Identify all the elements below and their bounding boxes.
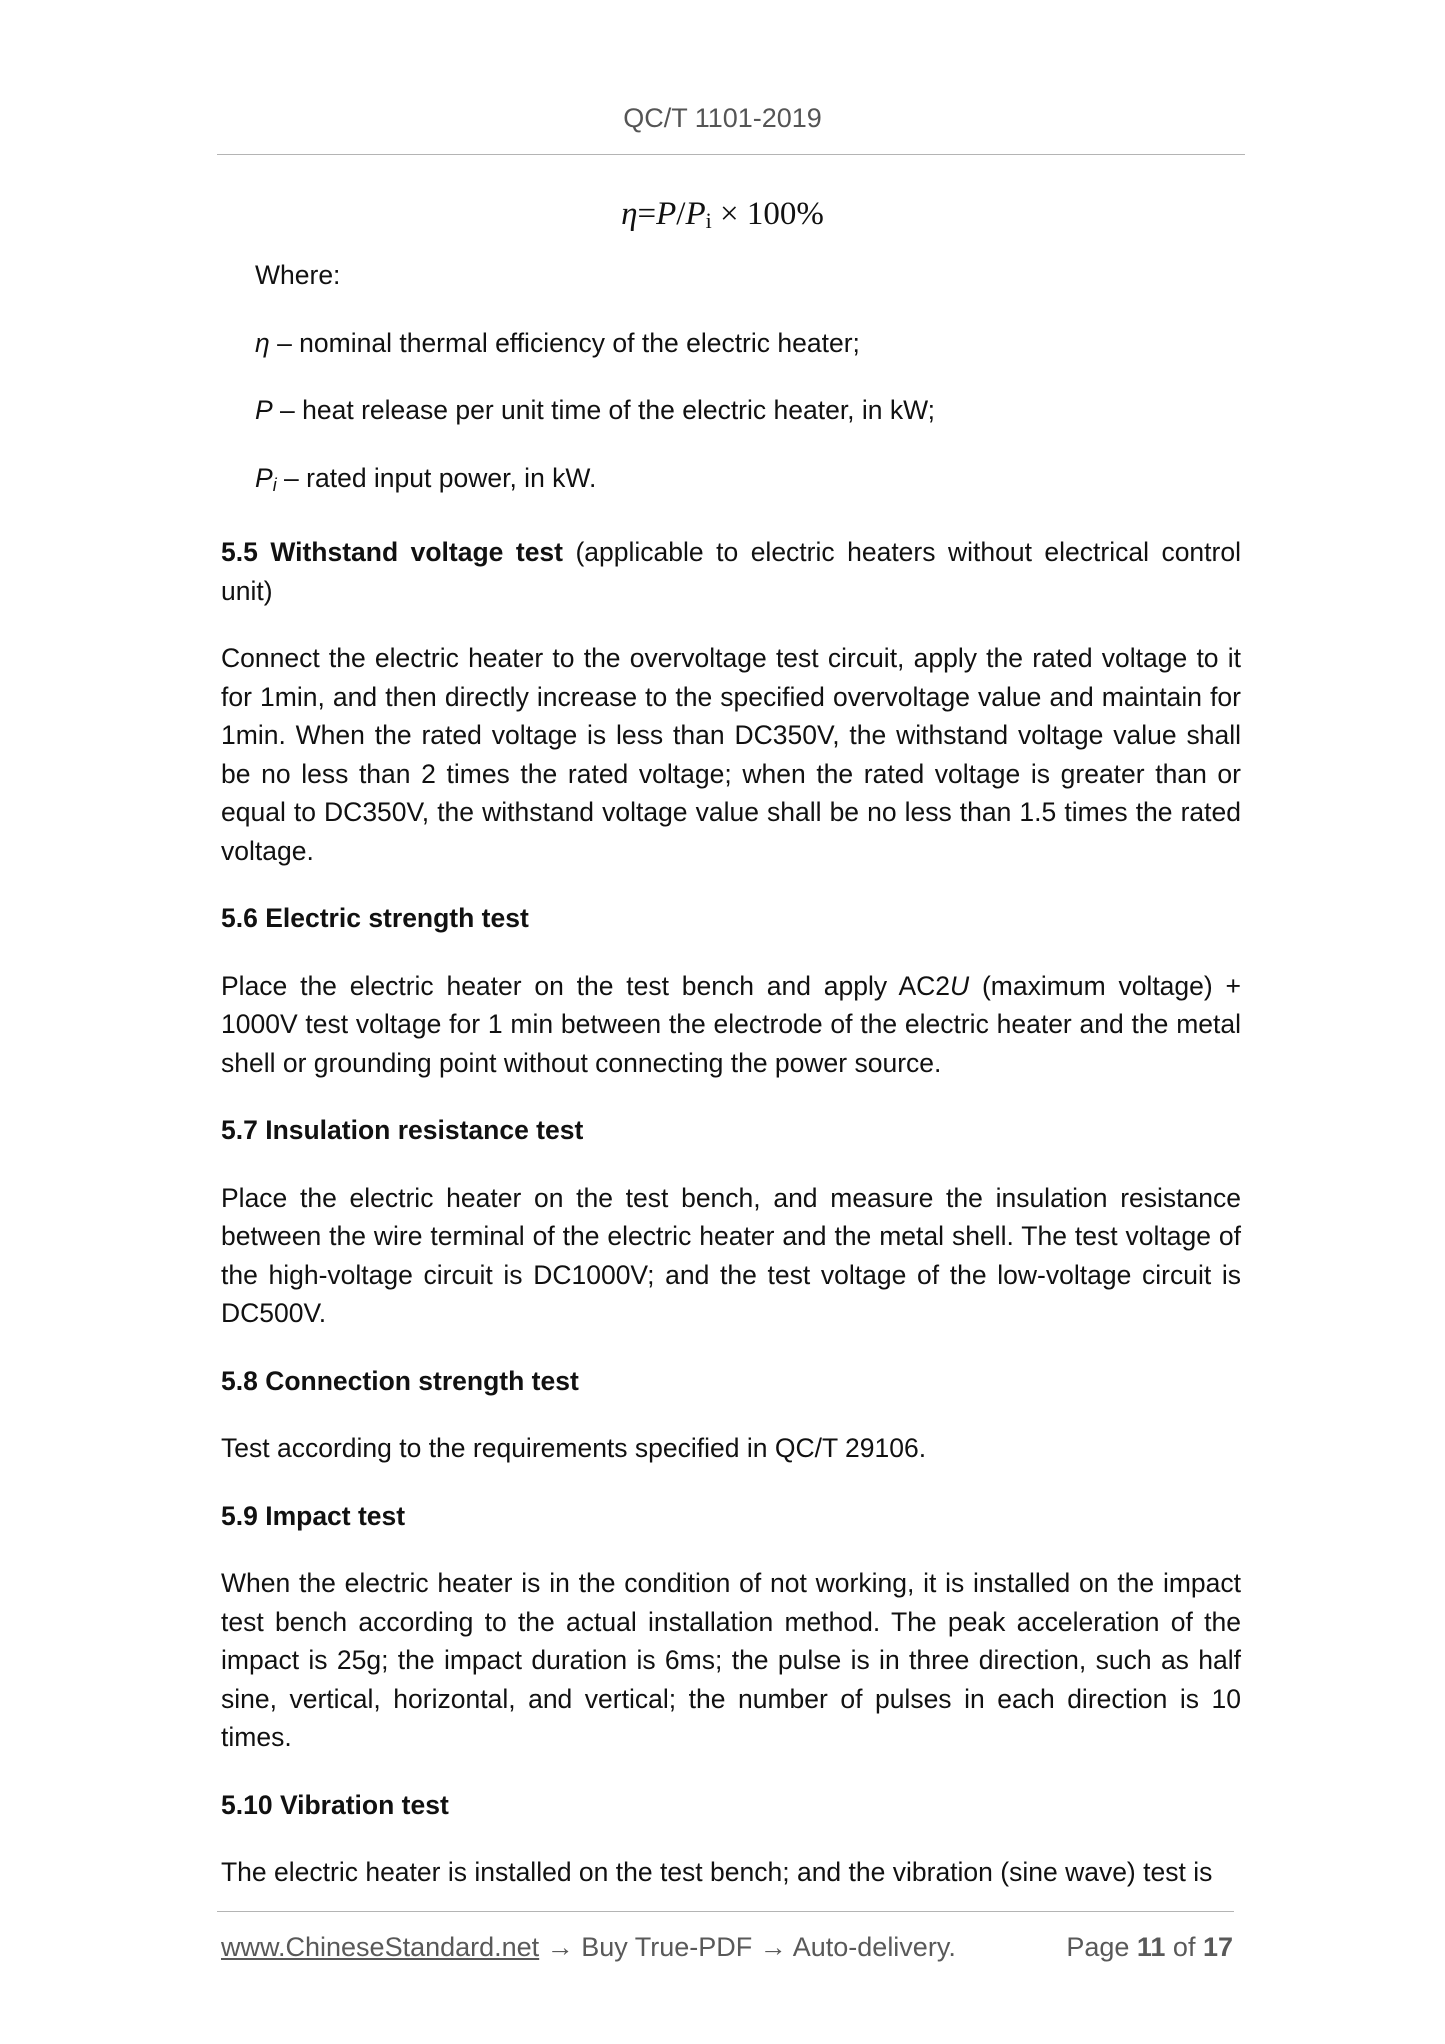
where-item-p [221,391,1241,430]
efficiency-formula [0,196,1445,234]
website-link[interactable]: www.ChineseStandard.net [221,1932,540,1962]
footer-tagline: → Buy True-PDF → Auto-delivery. [539,1932,956,1962]
section-5-6-body-part: (maximum voltage) + 1000V test voltage for 1 min between the electrode of the electric heater and the metal shell or grounding point without connecting the power source. [221,970,1241,1078]
section-5-10-title: 5.10 Vibration test [221,1789,449,1820]
of-label: of [1165,1932,1203,1962]
page-indicator [1066,1932,1233,1963]
where-definition: – rated input power, in kW. [276,462,597,493]
formula-pi-subscript: i [705,208,712,233]
where-definition: – heat release per unit time of the electric heater, in kW; [272,395,936,425]
section-5-8-body: Test according to the requirements specified in QC/T 29106. [221,1433,927,1463]
page-number: 11 [1136,1932,1166,1962]
section-5-7-title: 5.7 Insulation resistance test [221,1115,584,1145]
section-5-6-title: 5.6 Electric strength test [221,903,529,933]
section-5-9-body: When the electric heater is in the condition of not working, it is installed on the impact test bench according to the actual installation method. The peak acceleration of the impact is 25g; the impact duration is 6ms; the pulse is in three direction, such as half sine, vertical, horizontal, and vertical; the number of pulses in each direction is 10 times. [221,1568,1241,1752]
page-total: 17 [1202,1932,1233,1962]
where-symbol: P [255,462,273,493]
formula-pi: P [685,196,706,232]
formula-equals: = [637,196,657,232]
where-label: Where: [255,260,341,290]
section-5-5-title: 5.5 Withstand voltage test [221,537,563,567]
formula-slash: / [676,196,686,232]
where-symbol: η [255,327,270,358]
page-label: Page [1066,1932,1137,1962]
where-definition: – nominal thermal efficiency of the electric heater; [269,327,860,358]
footer-divider [217,1911,1234,1912]
document-header-title: QC/T 1101-2019 [623,103,822,133]
where-item-eta [221,324,1241,363]
formula-eta: η [621,196,638,232]
section-5-6-body-part: Place the electric heater on the test bench and apply AC2 [221,970,951,1001]
section-5-8-title: 5.8 Connection strength test [221,1365,579,1396]
where-symbol-subscript: i [272,474,277,495]
section-5-6-body-u: U [950,970,970,1001]
section-5-7-body: Place the electric heater on the test bench, and measure the insulation resistance between the wire terminal of the electric heater and the metal shell. The test voltage of the high-voltage circuit is DC1000V; and the test voltage of the low-voltage circuit is DC500V. [221,1182,1241,1328]
document-body [221,256,1241,1921]
section-5-10-body: The electric heater is installed on the test bench; and the vibration (sine wave) test is [221,1857,1213,1887]
formula-p: P [656,196,677,232]
where-symbol: P [255,395,273,425]
section-5-6-body [221,967,1241,1083]
section-5-5-heading [221,533,1241,610]
section-5-5-title-suffix: (applicable to electric heaters without electrical control unit) [221,537,1241,606]
section-5-5-body: Connect the electric heater to the overvoltage test circuit, apply the rated voltage to it for 1min, and then directly increase to the specified overvoltage value and maintain for 1min. When the rated voltage is less than DC350V, the withstand voltage value shall be no less than 2 times the rated voltage; when the rated voltage is greater than or equal to DC350V, the withstand voltage value shall be no less than 1.5 times the rated voltage. [221,643,1241,866]
header-divider [217,154,1245,155]
formula-rest: × 100% [711,196,824,232]
section-5-9-title: 5.9 Impact test [221,1500,406,1531]
where-item-pi [221,459,1241,505]
page-footer [221,1932,1233,1963]
